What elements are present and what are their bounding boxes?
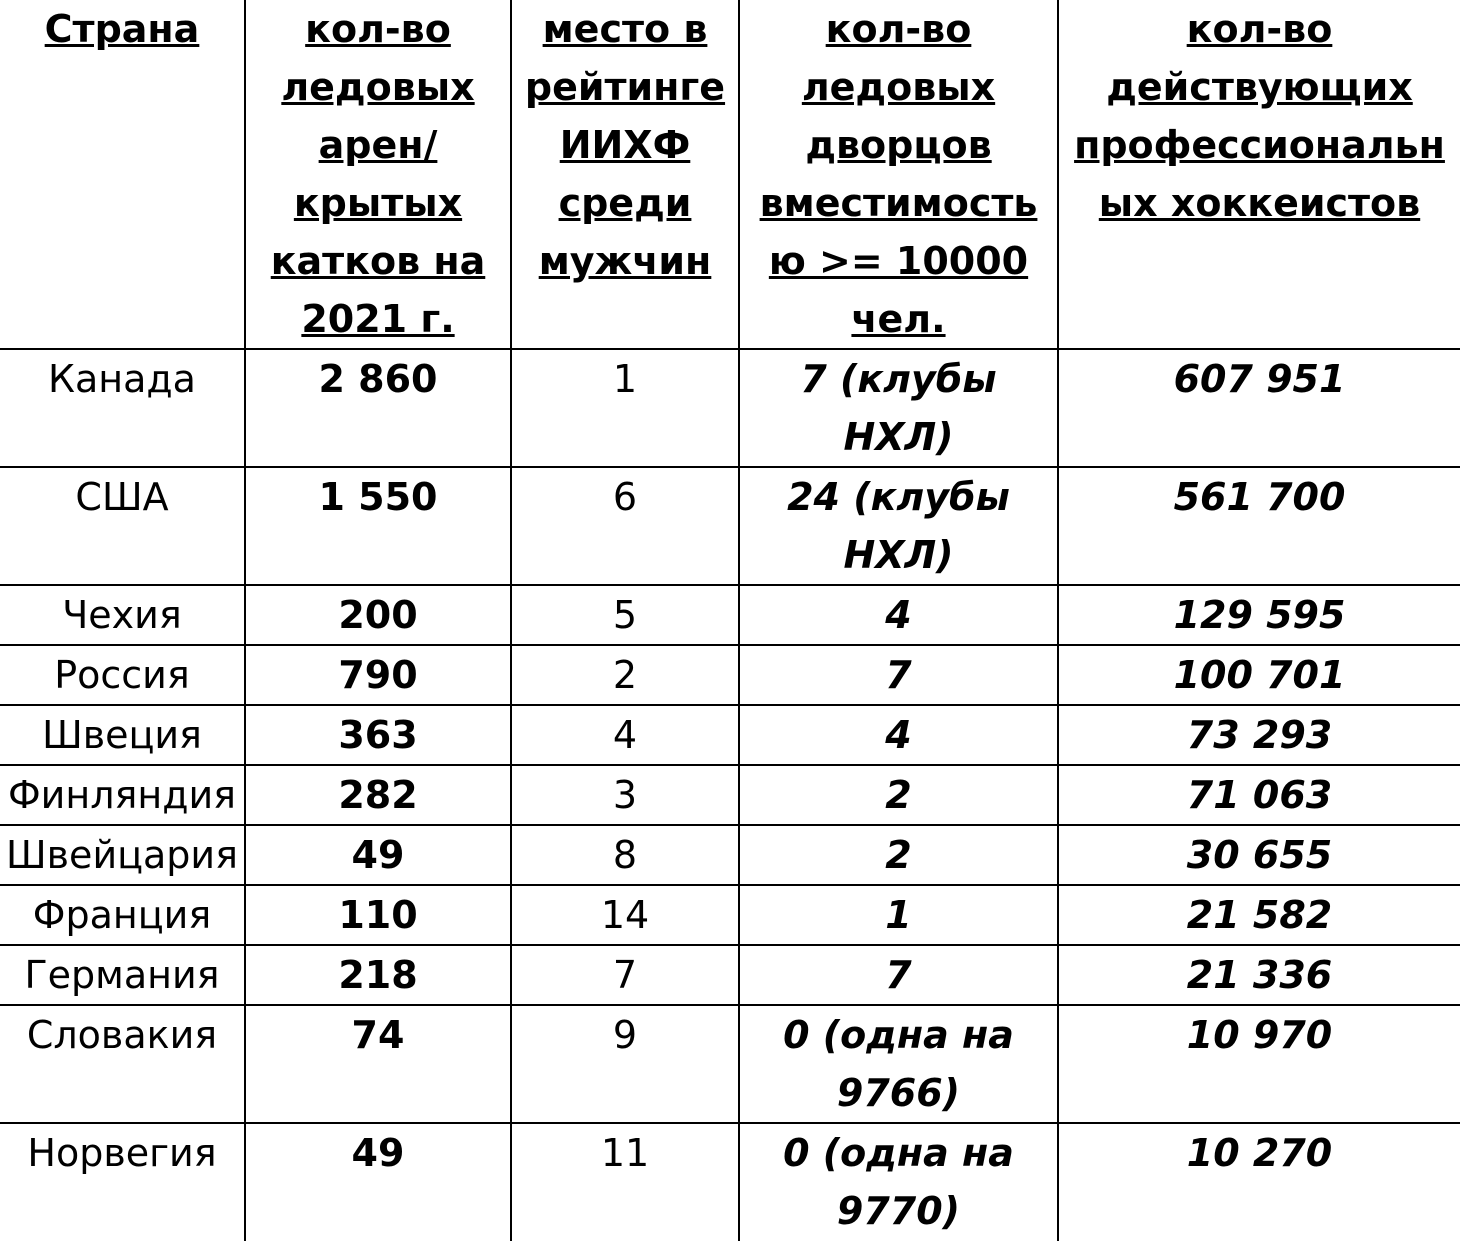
table-row xyxy=(0,885,1460,945)
cell-country: Чехия xyxy=(0,585,245,645)
cell-arenas: 1 550 xyxy=(245,467,511,585)
cell-country: Словакия xyxy=(0,1005,245,1123)
cell-arenas: 200 xyxy=(245,585,511,645)
cell-arenas: 110 xyxy=(245,885,511,945)
cell-arenas: 49 xyxy=(245,1123,511,1241)
header-players: кол-во действующих профессиональн ых хоккеистов xyxy=(1058,0,1460,349)
cell-country: Канада xyxy=(0,349,245,467)
table-row xyxy=(0,1005,1460,1123)
cell-rank: 11 xyxy=(511,1123,739,1241)
header-palaces: кол-во ледовых дворцов вместимость ю >= 10000 чел. xyxy=(739,0,1058,349)
cell-players: 30 655 xyxy=(1058,825,1460,885)
cell-palaces: 7 xyxy=(739,645,1058,705)
cell-rank: 1 xyxy=(511,349,739,467)
table-row xyxy=(0,1123,1460,1241)
cell-players: 100 701 xyxy=(1058,645,1460,705)
cell-arenas: 282 xyxy=(245,765,511,825)
cell-palaces: 7 (клубы НХЛ) xyxy=(739,349,1058,467)
cell-palaces: 2 xyxy=(739,825,1058,885)
cell-country: Франция xyxy=(0,885,245,945)
cell-arenas: 363 xyxy=(245,705,511,765)
cell-players: 607 951 xyxy=(1058,349,1460,467)
header-arenas: кол-во ледовых арен/ крытых катков на 2021 г. xyxy=(245,0,511,349)
table-row xyxy=(0,467,1460,585)
cell-palaces: 24 (клубы НХЛ) xyxy=(739,467,1058,585)
cell-country: Россия xyxy=(0,645,245,705)
cell-rank: 8 xyxy=(511,825,739,885)
cell-players: 10 970 xyxy=(1058,1005,1460,1123)
header-country: Страна xyxy=(0,0,245,349)
table-row xyxy=(0,585,1460,645)
cell-country: Норвегия xyxy=(0,1123,245,1241)
table-row xyxy=(0,765,1460,825)
cell-arenas: 49 xyxy=(245,825,511,885)
cell-players: 129 595 xyxy=(1058,585,1460,645)
cell-players: 561 700 xyxy=(1058,467,1460,585)
table-row xyxy=(0,645,1460,705)
table-row xyxy=(0,349,1460,467)
cell-rank: 4 xyxy=(511,705,739,765)
cell-rank: 7 xyxy=(511,945,739,1005)
cell-palaces: 7 xyxy=(739,945,1058,1005)
cell-players: 21 582 xyxy=(1058,885,1460,945)
cell-arenas: 218 xyxy=(245,945,511,1005)
cell-country: США xyxy=(0,467,245,585)
table-row xyxy=(0,945,1460,1005)
cell-arenas: 790 xyxy=(245,645,511,705)
cell-rank: 9 xyxy=(511,1005,739,1123)
cell-country: Швеция xyxy=(0,705,245,765)
table-row xyxy=(0,825,1460,885)
cell-country: Швейцария xyxy=(0,825,245,885)
cell-players: 71 063 xyxy=(1058,765,1460,825)
cell-players: 73 293 xyxy=(1058,705,1460,765)
table-row xyxy=(0,705,1460,765)
cell-players: 10 270 xyxy=(1058,1123,1460,1241)
cell-country: Германия xyxy=(0,945,245,1005)
cell-palaces: 0 (одна на 9770) xyxy=(739,1123,1058,1241)
cell-palaces: 1 xyxy=(739,885,1058,945)
cell-rank: 3 xyxy=(511,765,739,825)
cell-palaces: 2 xyxy=(739,765,1058,825)
cell-palaces: 4 xyxy=(739,705,1058,765)
cell-rank: 14 xyxy=(511,885,739,945)
cell-rank: 6 xyxy=(511,467,739,585)
cell-arenas: 74 xyxy=(245,1005,511,1123)
header-rank: место в рейтинге ИИХФ среди мужчин xyxy=(511,0,739,349)
cell-country: Финляндия xyxy=(0,765,245,825)
header-row xyxy=(0,0,1460,349)
cell-rank: 5 xyxy=(511,585,739,645)
cell-palaces: 4 xyxy=(739,585,1058,645)
cell-players: 21 336 xyxy=(1058,945,1460,1005)
cell-palaces: 0 (одна на 9766) xyxy=(739,1005,1058,1123)
cell-arenas: 2 860 xyxy=(245,349,511,467)
cell-rank: 2 xyxy=(511,645,739,705)
